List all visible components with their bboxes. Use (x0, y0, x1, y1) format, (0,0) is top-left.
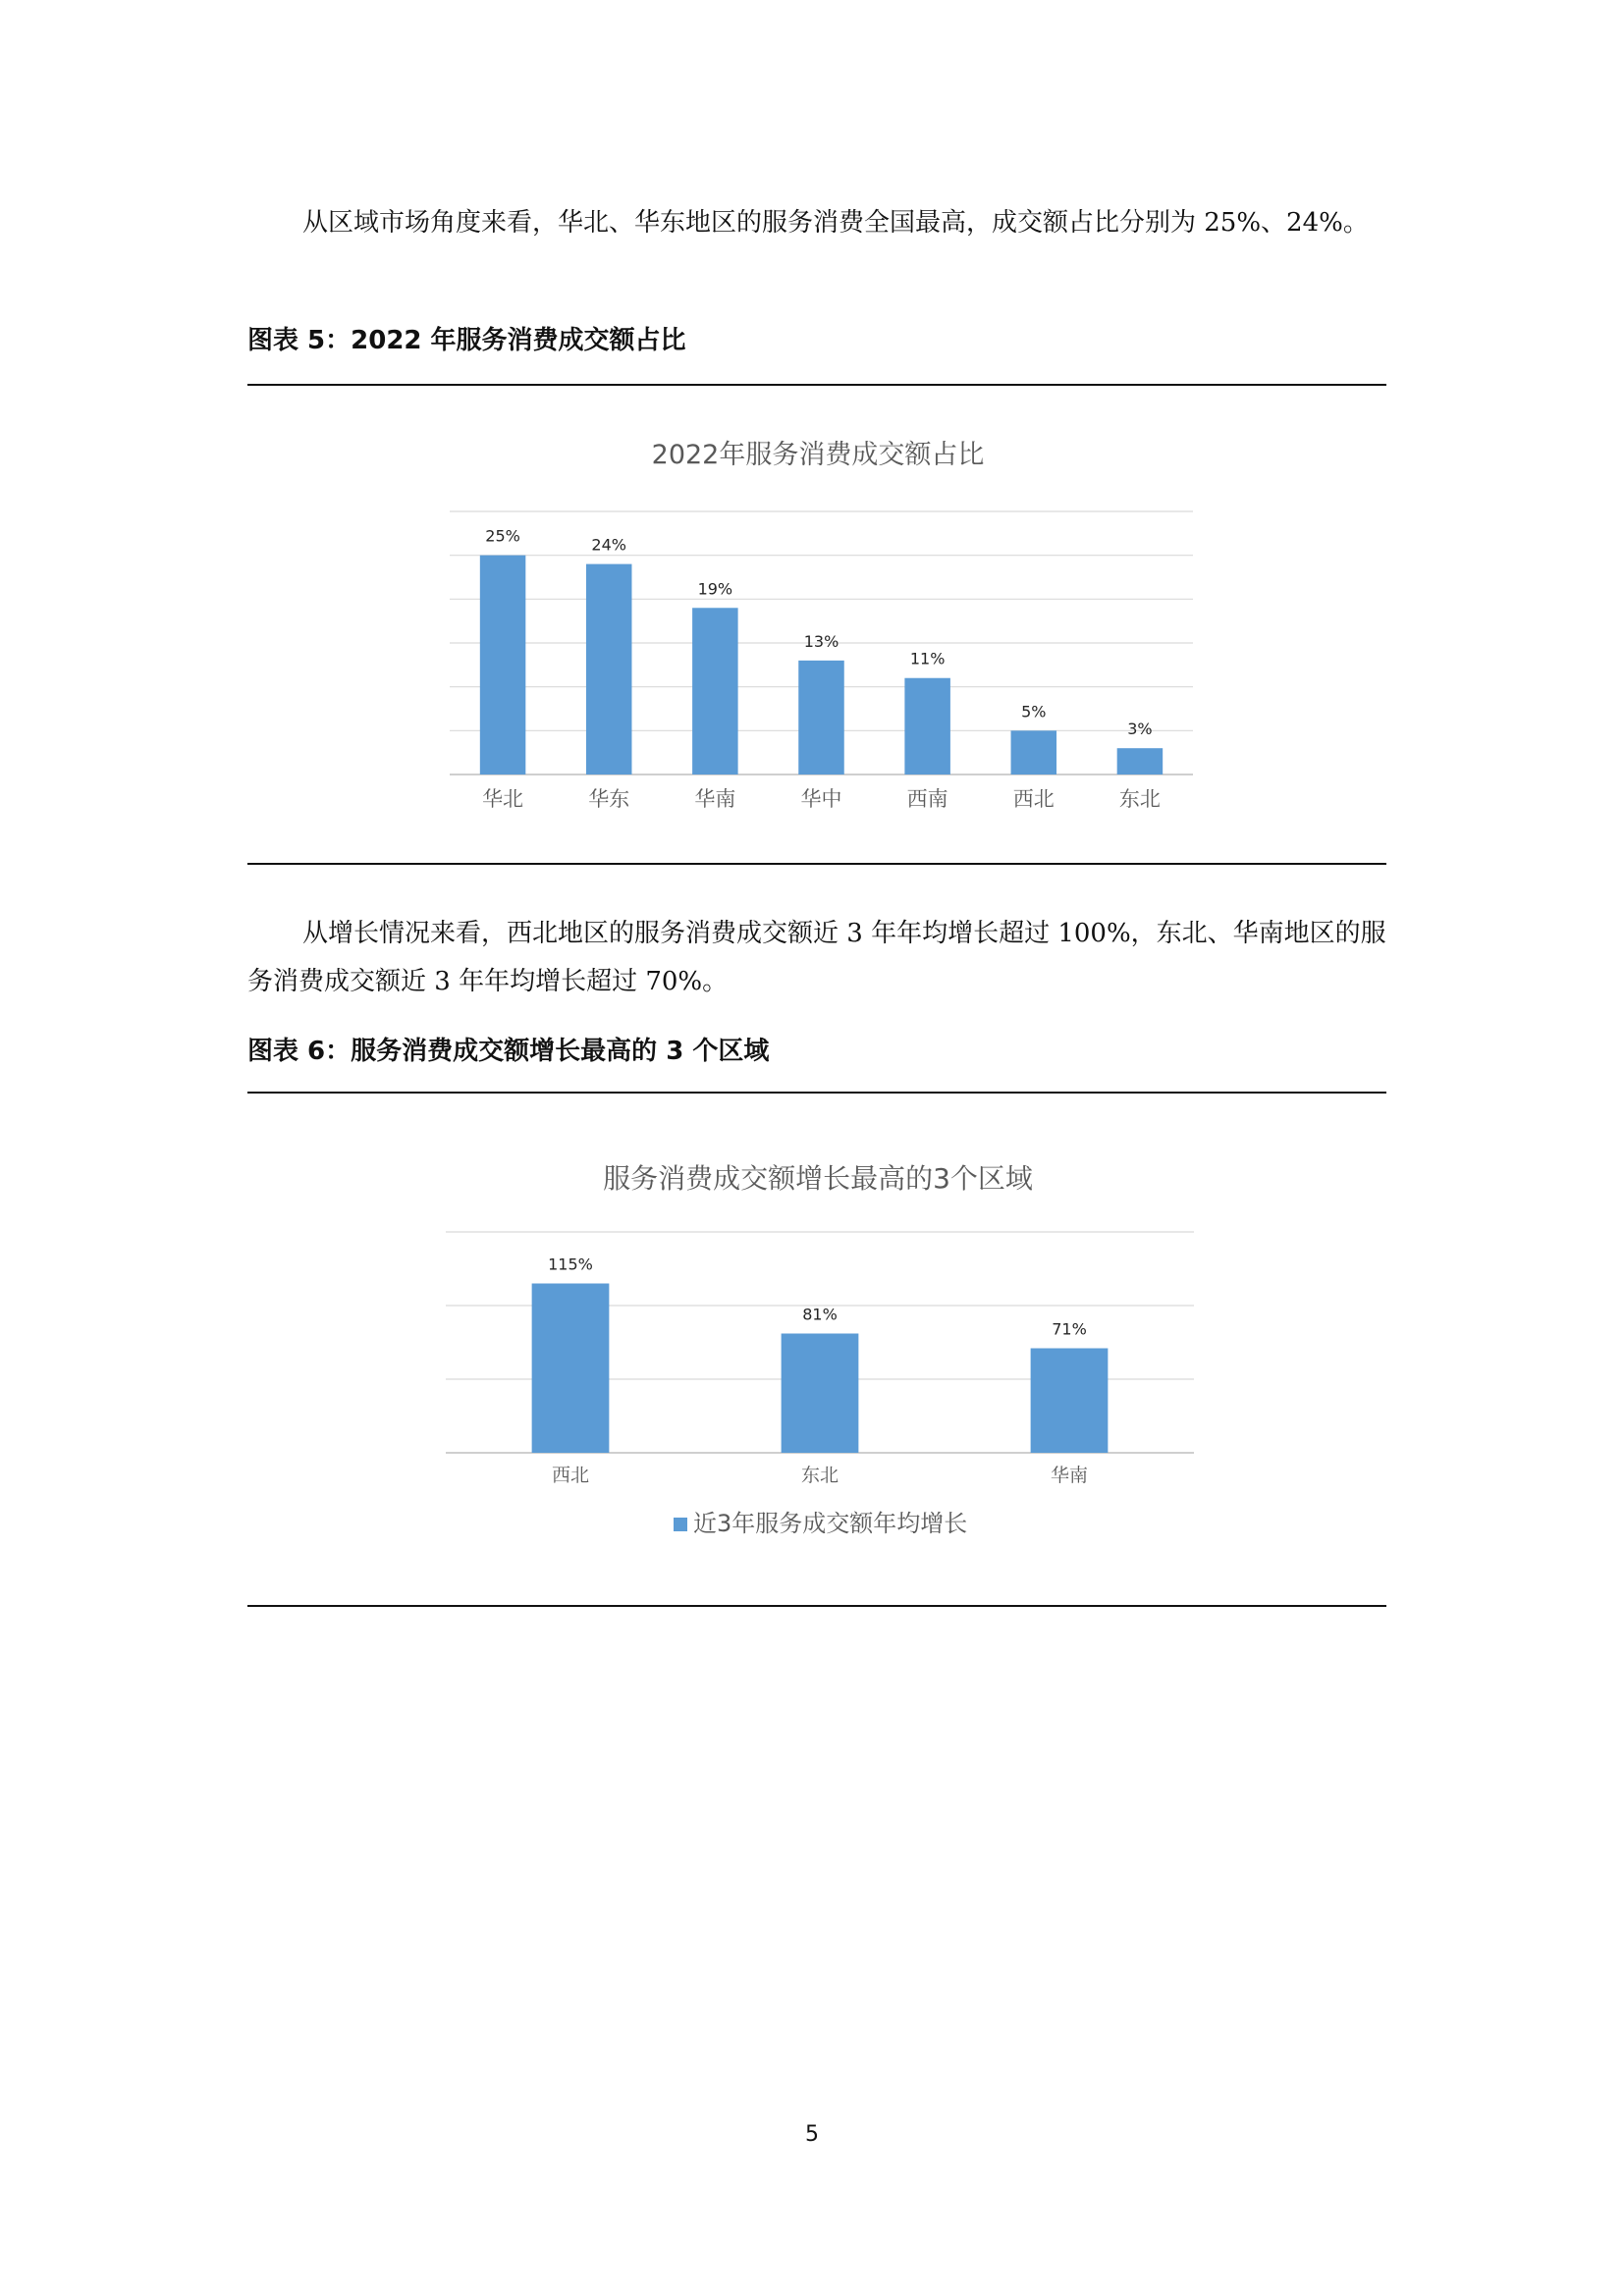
data-label: 13% (803, 631, 839, 651)
category-label: 华南 (694, 787, 736, 811)
bar (480, 556, 526, 774)
data-label: 3% (1127, 720, 1153, 739)
category-label: 华南 (1050, 1465, 1089, 1486)
bar (798, 661, 844, 774)
data-label: 115% (548, 1255, 593, 1274)
page-number: 5 (805, 2122, 819, 2147)
data-label: 19% (697, 579, 733, 599)
paragraph-growth: 从增长情况来看，西北地区的服务消费成交额近 3 年年均增长超过 100%，东北、华南地区的服务消费成交额近 3 年年均增长超过 70%。 (247, 919, 1386, 996)
data-label: 11% (909, 649, 946, 668)
category-label: 东北 (800, 1465, 839, 1486)
category-label: 华东 (588, 787, 630, 811)
category-label: 华中 (800, 787, 842, 811)
chart-title: 服务消费成交额增长最高的3个区域 (603, 1162, 1033, 1195)
chart-title: 2022年服务消费成交额占比 (651, 440, 985, 470)
bar (782, 1334, 859, 1454)
legend-label: 近3年服务成交额年均增长 (693, 1510, 968, 1537)
bar (904, 678, 950, 774)
figure-5-caption: 图表 5：2022 年服务消费成交额占比 (247, 326, 686, 355)
bar (1117, 748, 1164, 774)
data-label: 71% (1052, 1319, 1087, 1339)
data-label: 25% (485, 526, 520, 546)
data-label: 24% (591, 535, 626, 555)
figure-6-bottom-rule (247, 1605, 1386, 1607)
category-label: 西北 (1012, 787, 1055, 811)
legend-swatch (674, 1518, 687, 1531)
paragraph-regional-market: 从区域市场角度来看，华北、华东地区的服务消费全国最高，成交额占比分别为 25%、24%。 (302, 208, 1369, 238)
data-label: 5% (1021, 702, 1047, 721)
chart-top-growth-regions (247, 1094, 1386, 1604)
bar (1031, 1349, 1109, 1454)
bar (586, 564, 632, 774)
category-label: 华北 (482, 787, 524, 811)
bar (532, 1284, 610, 1454)
bar (692, 608, 738, 774)
category-label: 东北 (1118, 787, 1161, 811)
data-label: 81% (802, 1305, 838, 1324)
category-label: 西北 (551, 1465, 590, 1486)
figure-5-bottom-rule (247, 863, 1386, 865)
chart-service-consumption-share (247, 386, 1386, 863)
category-label: 西南 (906, 787, 948, 811)
figure-6-caption: 图表 6：服务消费成交额增长最高的 3 个区域 (247, 1037, 770, 1066)
bar (1011, 730, 1057, 774)
